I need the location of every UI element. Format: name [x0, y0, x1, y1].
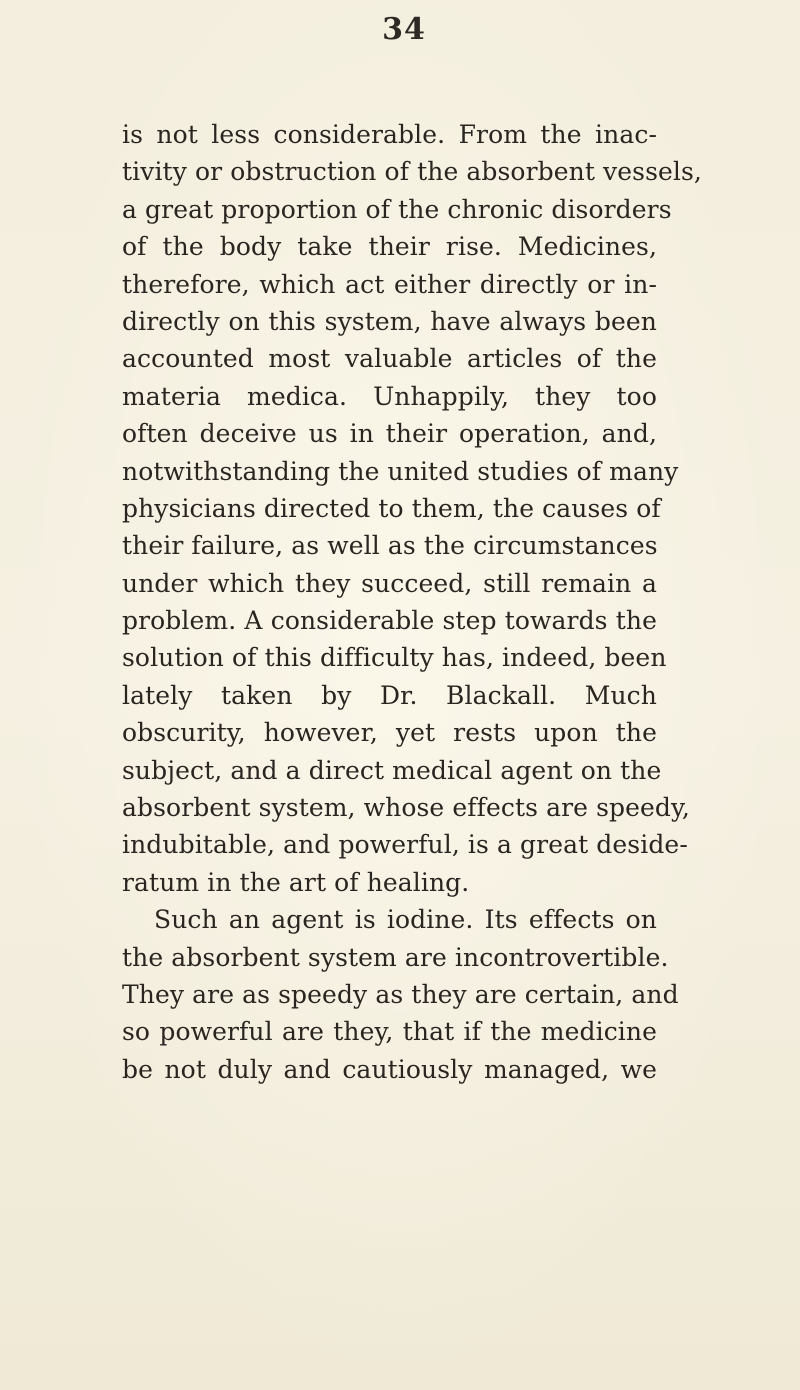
text-line: They are as speedy as they are certain, and	[122, 979, 679, 1009]
text-line: tivity or obstruction of the absorbent vessels,	[122, 157, 702, 187]
text-line: under which they succeed, still remain a	[122, 568, 657, 598]
text-line: materia medica. Unhappily, they too	[122, 381, 657, 411]
text-line: absorbent system, whose effects are speedy,	[122, 793, 690, 823]
text-line: so powerful are they, that if the medicine	[122, 1017, 657, 1047]
text-line: be not duly and cautiously managed, we	[122, 1054, 657, 1084]
text-line: of the body take their rise. Medicines,	[122, 232, 657, 262]
text-line: subject, and a direct medical agent on the	[122, 755, 662, 785]
text-line: physicians directed to them, the causes of	[122, 493, 661, 523]
text-line: therefore, which act either directly or in-	[122, 269, 657, 299]
text-line: is not less considerable. From the inac-	[122, 120, 657, 149]
text-line: directly on this system, have always been	[122, 306, 657, 336]
body-text	[122, 116, 702, 1088]
paragraph-start-line: Such an agent is iodine. Its effects on	[154, 905, 657, 935]
page-number: 34	[382, 12, 426, 47]
paragraph-end-line: ratum in the art of healing.	[122, 867, 470, 897]
text-line: notwithstanding the united studies of many	[122, 456, 679, 486]
text-line: a great proportion of the chronic disorders	[122, 194, 672, 224]
text-line: lately taken by Dr. Blackall. Much	[122, 680, 657, 710]
text-line: their failure, as well as the circumstances	[122, 531, 658, 561]
text-line: often deceive us in their operation, and,	[122, 419, 657, 449]
text-line: the absorbent system are incontrovertible.	[122, 942, 669, 972]
text-line: obscurity, however, yet rests upon the	[122, 718, 657, 748]
text-line: indubitable, and powerful, is a great deside-	[122, 830, 688, 860]
text-line: accounted most valuable articles of the	[122, 344, 657, 374]
text-line: problem. A considerable step towards the	[122, 606, 657, 636]
text-line: solution of this difficulty has, indeed, been	[122, 643, 667, 673]
